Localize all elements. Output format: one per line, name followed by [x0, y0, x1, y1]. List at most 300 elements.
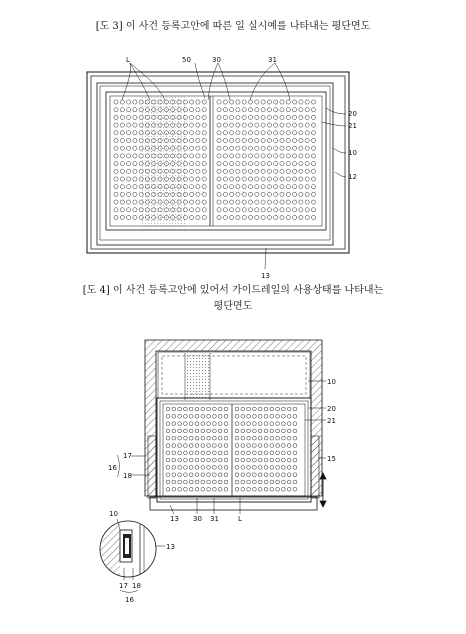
- hole: [258, 414, 262, 418]
- hole: [207, 473, 211, 477]
- hole: [213, 480, 217, 484]
- hole: [201, 407, 205, 411]
- hole: [293, 138, 297, 142]
- hole: [305, 123, 309, 127]
- hole: [127, 138, 131, 142]
- hole: [201, 473, 205, 477]
- hole: [195, 414, 199, 418]
- hole: [264, 473, 268, 477]
- hole: [261, 131, 265, 135]
- hole: [196, 146, 200, 150]
- hole: [267, 169, 271, 173]
- hole: [287, 466, 291, 470]
- hole: [270, 473, 274, 477]
- hole: [311, 115, 315, 119]
- hole: [201, 480, 205, 484]
- hole: [230, 123, 234, 127]
- hole: [248, 108, 252, 112]
- hole: [218, 422, 222, 426]
- hole: [133, 192, 137, 196]
- hole: [190, 177, 194, 181]
- hole: [230, 100, 234, 104]
- hole: [196, 138, 200, 142]
- hole: [172, 436, 176, 440]
- hole: [282, 451, 286, 455]
- hole: [242, 192, 246, 196]
- hole: [224, 436, 228, 440]
- hole: [207, 407, 211, 411]
- hole: [166, 429, 170, 433]
- hole: [286, 108, 290, 112]
- hole: [248, 115, 252, 119]
- hole: [178, 451, 182, 455]
- hole: [293, 422, 297, 426]
- hole: [120, 185, 124, 189]
- hole: [127, 185, 131, 189]
- hole: [202, 100, 206, 104]
- detail-label-18: 18: [132, 582, 141, 590]
- hole: [127, 208, 131, 212]
- hole: [293, 169, 297, 173]
- hole: [196, 208, 200, 212]
- hole: [286, 185, 290, 189]
- hole: [120, 154, 124, 158]
- hole: [282, 466, 286, 470]
- hole: [258, 436, 262, 440]
- tray-outer: [157, 398, 311, 502]
- hole: [247, 407, 251, 411]
- hole: [166, 473, 170, 477]
- hole: [195, 407, 199, 411]
- hole: [267, 177, 271, 181]
- hole: [178, 466, 182, 470]
- label-16: 16: [108, 464, 117, 472]
- hole: [253, 436, 257, 440]
- hole: [127, 146, 131, 150]
- hole: [133, 208, 137, 212]
- guide-rail-right: [311, 436, 319, 498]
- hole: [190, 154, 194, 158]
- hole: [293, 414, 297, 418]
- label-21: 21: [348, 122, 357, 130]
- hole: [311, 169, 315, 173]
- hole: [224, 444, 228, 448]
- hole: [299, 177, 303, 181]
- hole: [127, 192, 131, 196]
- hole: [127, 169, 131, 173]
- hole: [202, 131, 206, 135]
- hole: [195, 473, 199, 477]
- hole: [172, 451, 176, 455]
- hole: [217, 177, 221, 181]
- hole: [247, 414, 251, 418]
- hole: [224, 451, 228, 455]
- hole: [293, 162, 297, 166]
- hole: [299, 115, 303, 119]
- hole: [172, 414, 176, 418]
- hole: [202, 123, 206, 127]
- hole: [172, 480, 176, 484]
- hole: [248, 146, 252, 150]
- hole: [242, 200, 246, 204]
- hole: [202, 115, 206, 119]
- hole: [184, 422, 188, 426]
- hole: [217, 100, 221, 104]
- hole: [230, 162, 234, 166]
- hole: [217, 108, 221, 112]
- hole: [267, 208, 271, 212]
- hole: [230, 208, 234, 212]
- hole: [276, 407, 280, 411]
- hole: [178, 429, 182, 433]
- hole: [287, 480, 291, 484]
- hole: [267, 146, 271, 150]
- hole: [230, 146, 234, 150]
- hole: [236, 108, 240, 112]
- hole: [224, 429, 228, 433]
- hole: [287, 458, 291, 462]
- hole: [223, 154, 227, 158]
- hole: [190, 100, 194, 104]
- hole: [293, 200, 297, 204]
- hole: [217, 192, 221, 196]
- hole: [280, 100, 284, 104]
- right-hole-grid-f4: [235, 407, 297, 491]
- hole: [258, 458, 262, 462]
- hole: [218, 466, 222, 470]
- hole: [195, 451, 199, 455]
- hole: [195, 487, 199, 491]
- hole: [282, 458, 286, 462]
- hole: [235, 436, 239, 440]
- hole: [133, 185, 137, 189]
- hole: [286, 138, 290, 142]
- hole: [267, 123, 271, 127]
- hole: [280, 162, 284, 166]
- hole: [178, 473, 182, 477]
- label-12: 12: [348, 173, 357, 181]
- hole: [114, 115, 118, 119]
- hole: [236, 100, 240, 104]
- hole: [286, 192, 290, 196]
- hole: [274, 154, 278, 158]
- hole: [184, 407, 188, 411]
- hole: [299, 169, 303, 173]
- hole: [248, 208, 252, 212]
- hole: [270, 436, 274, 440]
- hole: [248, 131, 252, 135]
- hole: [274, 138, 278, 142]
- hole: [172, 407, 176, 411]
- hole: [280, 208, 284, 212]
- hole: [241, 414, 245, 418]
- hole: [241, 407, 245, 411]
- hole: [264, 429, 268, 433]
- hole: [190, 208, 194, 212]
- hole: [286, 169, 290, 173]
- hole: [293, 154, 297, 158]
- hole: [276, 444, 280, 448]
- hole: [120, 169, 124, 173]
- hole: [248, 162, 252, 166]
- hole: [178, 444, 182, 448]
- hole: [224, 487, 228, 491]
- hole: [127, 162, 131, 166]
- hole: [202, 177, 206, 181]
- hole: [293, 429, 297, 433]
- upper-inner: [158, 352, 310, 398]
- hole: [127, 215, 131, 219]
- label-L: L: [238, 515, 242, 523]
- detail-label-13: 13: [166, 543, 175, 551]
- hole: [207, 480, 211, 484]
- hole: [311, 131, 315, 135]
- hole: [207, 487, 211, 491]
- hole: [264, 422, 268, 426]
- hole: [201, 414, 205, 418]
- hole: [286, 131, 290, 135]
- hole: [120, 192, 124, 196]
- hole: [280, 146, 284, 150]
- hole: [258, 451, 262, 455]
- hole: [217, 200, 221, 204]
- hole: [202, 108, 206, 112]
- hole: [255, 115, 259, 119]
- hole: [276, 458, 280, 462]
- hole: [299, 200, 303, 204]
- detail-label-16: 16: [125, 596, 134, 604]
- hole: [282, 480, 286, 484]
- hole: [274, 108, 278, 112]
- hole: [133, 177, 137, 181]
- hole: [299, 154, 303, 158]
- hole: [311, 146, 315, 150]
- hole: [299, 208, 303, 212]
- hole: [311, 100, 315, 104]
- hole: [305, 169, 309, 173]
- hole: [127, 123, 131, 127]
- hole: [184, 466, 188, 470]
- hole: [293, 115, 297, 119]
- hole: [241, 444, 245, 448]
- hole: [213, 473, 217, 477]
- hole: [264, 436, 268, 440]
- hole: [267, 200, 271, 204]
- hole: [196, 200, 200, 204]
- hole: [133, 123, 137, 127]
- hole: [218, 407, 222, 411]
- hole: [282, 473, 286, 477]
- figure-4-caption: [도 4] 이 사건 등록고안에 있어서 가이드레일의 사용상태를 나타내는: [82, 285, 384, 296]
- hole: [230, 108, 234, 112]
- hole: [201, 451, 205, 455]
- hole: [218, 458, 222, 462]
- hole: [114, 100, 118, 104]
- hole: [311, 192, 315, 196]
- hole: [184, 473, 188, 477]
- hole: [253, 458, 257, 462]
- label-18: 18: [123, 472, 132, 480]
- hole: [305, 200, 309, 204]
- hole: [218, 436, 222, 440]
- hole: [120, 108, 124, 112]
- hole: [230, 115, 234, 119]
- hole: [196, 115, 200, 119]
- hole: [248, 215, 252, 219]
- hole: [217, 146, 221, 150]
- hole: [114, 177, 118, 181]
- left-hole-grid-f4: [166, 407, 228, 491]
- hole: [258, 444, 262, 448]
- hole: [264, 451, 268, 455]
- hole: [311, 123, 315, 127]
- hole: [242, 115, 246, 119]
- hole: [120, 215, 124, 219]
- hole: [207, 422, 211, 426]
- hole: [253, 414, 257, 418]
- hole: [242, 154, 246, 158]
- hole: [282, 444, 286, 448]
- hole: [248, 177, 252, 181]
- hole: [202, 215, 206, 219]
- hole: [242, 208, 246, 212]
- hole: [286, 177, 290, 181]
- hole: [241, 429, 245, 433]
- hole: [230, 131, 234, 135]
- hole: [184, 429, 188, 433]
- hole: [255, 169, 259, 173]
- hole: [293, 192, 297, 196]
- hole: [230, 200, 234, 204]
- hole: [213, 436, 217, 440]
- hole: [253, 422, 257, 426]
- hole: [270, 480, 274, 484]
- hole: [223, 169, 227, 173]
- hole: [189, 458, 193, 462]
- hole: [224, 407, 228, 411]
- hole: [217, 115, 221, 119]
- hole: [293, 146, 297, 150]
- hole: [311, 200, 315, 204]
- hole: [127, 115, 131, 119]
- hole: [286, 146, 290, 150]
- hole: [236, 154, 240, 158]
- hole: [190, 185, 194, 189]
- hole: [114, 146, 118, 150]
- hole: [264, 480, 268, 484]
- hole: [274, 162, 278, 166]
- hole: [236, 162, 240, 166]
- hole: [293, 177, 297, 181]
- label-31: 31: [210, 515, 219, 523]
- hole: [241, 451, 245, 455]
- hole: [172, 458, 176, 462]
- hole: [133, 108, 137, 112]
- hole: [190, 123, 194, 127]
- hole: [196, 177, 200, 181]
- hole: [196, 123, 200, 127]
- hole: [270, 458, 274, 462]
- hole: [189, 444, 193, 448]
- figure-4-drawing: [98, 340, 336, 604]
- hole: [287, 487, 291, 491]
- hole: [258, 473, 262, 477]
- hole: [166, 422, 170, 426]
- hole: [127, 154, 131, 158]
- hole: [267, 154, 271, 158]
- hole: [255, 100, 259, 104]
- hole: [286, 208, 290, 212]
- hole: [274, 169, 278, 173]
- upper-inner-dashed: [162, 356, 306, 394]
- hole: [195, 422, 199, 426]
- hole: [127, 100, 131, 104]
- hole: [190, 115, 194, 119]
- hole: [270, 487, 274, 491]
- hole: [236, 192, 240, 196]
- hole: [190, 169, 194, 173]
- hole: [235, 466, 239, 470]
- hole: [189, 414, 193, 418]
- hole: [261, 108, 265, 112]
- hole: [223, 208, 227, 212]
- hole: [201, 436, 205, 440]
- hole: [133, 154, 137, 158]
- hole: [120, 208, 124, 212]
- hole: [235, 480, 239, 484]
- hole: [189, 466, 193, 470]
- shaded-zone: [140, 96, 185, 230]
- hole: [247, 480, 251, 484]
- hole: [248, 100, 252, 104]
- hole: [276, 480, 280, 484]
- hole: [178, 407, 182, 411]
- hole: [217, 123, 221, 127]
- hole: [280, 115, 284, 119]
- hole: [255, 154, 259, 158]
- hole: [299, 123, 303, 127]
- hole: [189, 451, 193, 455]
- hole: [189, 436, 193, 440]
- hole: [230, 169, 234, 173]
- hole: [274, 200, 278, 204]
- hole: [172, 444, 176, 448]
- hole: [241, 436, 245, 440]
- hole: [282, 436, 286, 440]
- hole: [236, 177, 240, 181]
- housing-inner: [100, 86, 330, 240]
- hole: [299, 146, 303, 150]
- hole: [196, 169, 200, 173]
- hole: [247, 451, 251, 455]
- hole: [255, 162, 259, 166]
- hole: [293, 458, 297, 462]
- hole: [201, 444, 205, 448]
- hole: [286, 100, 290, 104]
- hole: [166, 451, 170, 455]
- hole: [172, 473, 176, 477]
- hole: [213, 407, 217, 411]
- hole: [255, 123, 259, 127]
- hole: [241, 480, 245, 484]
- hole: [223, 115, 227, 119]
- hole: [261, 138, 265, 142]
- hole: [267, 108, 271, 112]
- hole: [274, 146, 278, 150]
- hole: [255, 208, 259, 212]
- hole: [299, 162, 303, 166]
- hole: [305, 185, 309, 189]
